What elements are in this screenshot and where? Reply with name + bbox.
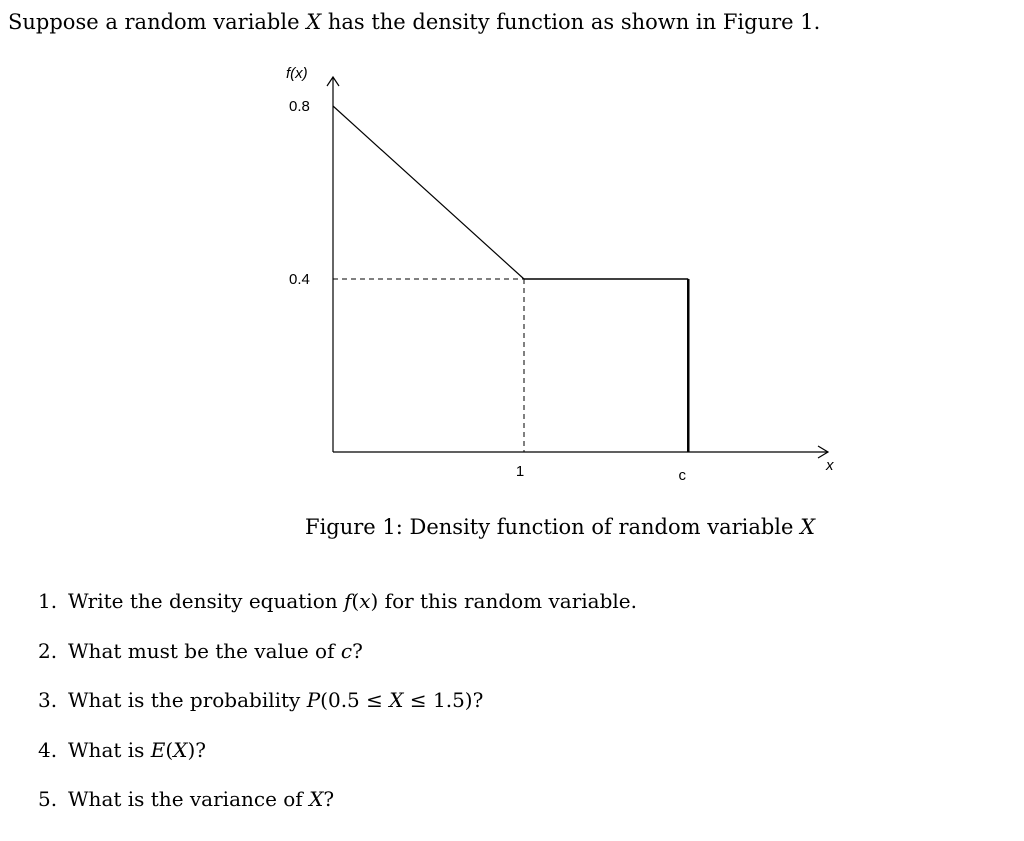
- x-tick-label-one: 1: [515, 463, 525, 480]
- density-decreasing-segment: [333, 106, 524, 279]
- question-text: Write the density equation: [68, 589, 344, 613]
- question-text: )?: [187, 737, 206, 762]
- question-text: (0.5 ≤: [320, 688, 390, 712]
- intro-after: has the density function as shown in Figure 1.: [321, 10, 821, 34]
- math-symbol: c: [340, 638, 353, 663]
- y-tick-label-mid: 0.4: [289, 271, 310, 288]
- math-symbol: X: [309, 787, 324, 811]
- question-text: ) for this random variable.: [370, 589, 637, 613]
- x-tick-label-c: c: [678, 467, 687, 484]
- y-axis-label: f(x): [286, 65, 308, 82]
- question-item: [38, 685, 637, 735]
- math-symbol: x: [359, 589, 371, 613]
- caption-label: Figure 1:: [305, 515, 403, 539]
- math-symbol: f: [344, 589, 352, 613]
- question-list: [38, 586, 637, 834]
- question-item: [38, 735, 637, 785]
- y-tick-label-high: 0.8: [289, 98, 310, 115]
- question-item: [38, 586, 637, 636]
- caption-var: X: [800, 515, 816, 539]
- question-number: 3.: [38, 688, 58, 712]
- question-text: (: [351, 589, 360, 613]
- question-number: 1.: [38, 589, 58, 613]
- question-text: (: [165, 737, 174, 762]
- caption-text: Density function of random variable: [402, 515, 801, 539]
- intro-before: Suppose a random variable: [8, 10, 307, 34]
- question-text: ?: [323, 787, 335, 811]
- x-axis-label: x: [826, 457, 834, 474]
- figure-caption: [305, 513, 815, 541]
- math-symbol: X: [389, 688, 404, 712]
- question-number: 5.: [38, 787, 58, 811]
- question-text: ≤ 1.5)?: [403, 688, 484, 712]
- intro-var: X: [306, 10, 322, 34]
- question-item: [38, 636, 637, 686]
- math-symbol: P: [306, 688, 321, 712]
- question-number: 4.: [38, 737, 58, 762]
- question-text: What is the variance of: [68, 787, 310, 811]
- question-number: 2.: [38, 638, 58, 663]
- question-text: What must be the value of: [68, 638, 341, 663]
- question-text: ?: [352, 638, 363, 663]
- question-text: What is the probability: [68, 688, 307, 712]
- math-symbol: E: [150, 737, 166, 762]
- question-text: What is: [68, 737, 151, 762]
- question-item: [38, 784, 637, 834]
- math-symbol: X: [173, 737, 188, 762]
